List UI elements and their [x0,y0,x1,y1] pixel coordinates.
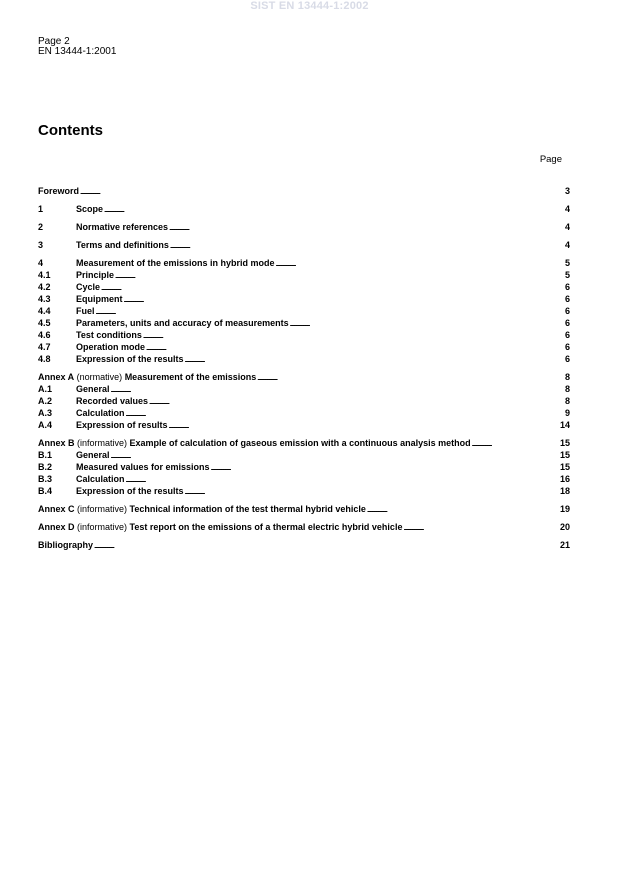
toc-entry-title [76,341,145,353]
toc-entry-title [38,371,256,383]
toc-entry-page: 6 [564,294,570,304]
toc-entry[interactable] [38,449,570,461]
toc-dot-leader [185,353,564,367]
toc-entry[interactable] [38,257,570,269]
toc-entry-label: Example of calculation of gaseous emission with a continuous analysis method [129,438,471,448]
toc-entry-prefix: Annex D [38,522,75,532]
toc-entry-page: 4 [564,222,570,232]
toc-entry[interactable] [38,239,570,251]
toc-entry-page: 6 [564,354,570,364]
toc-entry-page: 5 [564,270,570,280]
toc-dot-leader [169,221,564,235]
toc-entry-page: 15 [559,462,570,472]
toc-entry-page: 5 [564,258,570,268]
toc-dot-leader [169,419,559,433]
toc-entry-title [38,185,79,197]
toc-entry-number: A.1 [38,384,53,394]
toc-entry-number: 4.4 [38,306,51,316]
toc-entry[interactable] [38,221,570,233]
toc-entry-prefix: Foreword [38,186,80,196]
toc-entry-title [76,329,142,341]
toc-entry-label: Test report on the emissions of a thermal electric hybrid vehicle [129,522,403,532]
toc-entry-number: A.3 [38,408,53,418]
toc-entry-label: Expression of the results [76,486,184,496]
toc-entry-prefix: Annex A [38,372,75,382]
toc-entry-title [38,521,402,533]
toc-entry-title [76,419,168,431]
toc-entry-page: 6 [564,330,570,340]
toc-entry-title [38,437,471,449]
toc-entry-title [76,485,184,497]
table-of-contents [38,185,570,551]
toc-entry-page: 19 [559,504,570,514]
toc-entry-number: B.2 [38,462,53,472]
toc-entry-number: 4.5 [38,318,51,328]
toc-entry-title [38,539,93,551]
toc-entry-title [76,449,110,461]
toc-entry-number: 4.2 [38,282,51,292]
toc-entry[interactable] [38,437,570,449]
toc-entry-label: Parameters, units and accuracy of measurements [76,318,289,328]
toc-dot-leader [367,503,559,517]
toc-entry[interactable] [38,353,570,365]
toc-entry[interactable] [38,503,570,515]
toc-entry[interactable] [38,473,570,485]
toc-entry-page: 6 [564,282,570,292]
toc-entry[interactable] [38,419,570,431]
toc-entry-page: 4 [564,204,570,214]
page-header [38,37,116,57]
toc-entry-annex-kind: (normative) [74,372,125,382]
toc-entry-prefix: Annex C [38,504,75,514]
toc-entry-page: 14 [559,420,570,430]
toc-entry[interactable] [38,407,570,419]
toc-entry-title [38,503,366,515]
toc-entry[interactable] [38,371,570,383]
toc-entry[interactable] [38,341,570,353]
toc-entry-prefix: Bibliography [38,540,94,550]
toc-entry[interactable] [38,293,570,305]
toc-entry-page: 20 [559,522,570,532]
toc-entry-number: 4 [38,258,44,268]
toc-entry[interactable] [38,203,570,215]
toc-entry[interactable] [38,461,570,473]
toc-entry-title [76,239,169,251]
toc-entry-number: A.2 [38,396,53,406]
toc-entry-label: Scope [76,204,104,214]
toc-entry-label: Cycle [76,282,101,292]
toc-entry-page: 15 [559,450,570,460]
toc-entry-page: 18 [559,486,570,496]
toc-entry-label: General [76,384,110,394]
toc-entry[interactable] [38,521,570,533]
toc-entry-label: Measurement of the emissions in hybrid mode [76,258,275,268]
toc-entry-number: 1 [38,204,44,214]
toc-entry-number: B.1 [38,450,53,460]
toc-dot-leader [403,521,559,535]
toc-entry-title [76,473,125,485]
toc-dot-leader [170,239,564,253]
toc-entry-page: 8 [564,384,570,394]
toc-entry[interactable] [38,317,570,329]
page-number-label: Page 2 [38,36,70,47]
toc-entry-title [76,317,289,329]
toc-entry-number: 4.1 [38,270,51,280]
toc-entry[interactable] [38,185,570,197]
contents-title: Contents [38,122,103,139]
toc-entry-prefix: Annex B [38,438,75,448]
toc-entry-page: 9 [564,408,570,418]
toc-entry[interactable] [38,269,570,281]
toc-entry-annex-kind: (informative) [74,522,130,532]
toc-entry-page: 16 [559,474,570,484]
toc-entry-label: Test conditions [76,330,142,340]
toc-entry-label: Calculation [76,408,125,418]
toc-entry-title [76,353,184,365]
toc-entry-page: 6 [564,342,570,352]
toc-entry-page: 8 [564,372,570,382]
toc-entry-page: 21 [559,540,570,550]
toc-entry[interactable] [38,329,570,341]
toc-entry-label: Normative references [76,222,169,232]
toc-entry-page: 8 [564,396,570,406]
toc-entry-page: 3 [564,186,570,196]
toc-entry-title [76,383,110,395]
toc-entry-label: Expression of the results [76,354,184,364]
toc-entry-title [76,281,100,293]
toc-dot-leader [80,185,564,199]
toc-entry-title [76,305,95,317]
toc-entry[interactable] [38,395,570,407]
toc-entry-label: Technical information of the test thermal hybrid vehicle [129,504,366,514]
toc-entry-annex-kind: (informative) [74,438,130,448]
toc-entry-title [76,221,168,233]
toc-entry-number: A.4 [38,420,53,430]
watermark: SIST EN 13444-1:2002 [250,0,369,12]
toc-entry-number: B.4 [38,486,53,496]
toc-entry-label: General [76,450,110,460]
toc-entry-title [76,293,123,305]
toc-entry-annex-kind: (informative) [74,504,130,514]
toc-entry-page: 6 [564,306,570,316]
toc-entry[interactable] [38,281,570,293]
page-column-label: Page [539,154,562,165]
document-id: EN 13444-1:2001 [38,46,117,57]
toc-entry-title [76,269,114,281]
toc-entry-title [76,203,103,215]
toc-entry-label: Principle [76,270,115,280]
toc-entry-page: 4 [564,240,570,250]
toc-entry-label: Equipment [76,294,123,304]
toc-entry-label: Fuel [76,306,95,316]
toc-entry-number: 4.3 [38,294,51,304]
toc-entry-title [76,257,275,269]
toc-dot-leader [104,203,564,217]
toc-dot-leader [185,485,559,499]
toc-entry-title [76,407,125,419]
toc-entry-label: Expression of results [76,420,168,430]
toc-entry-label: Terms and definitions [76,240,169,250]
toc-entry-number: 3 [38,240,44,250]
toc-entry-label: Measured values for emissions [76,462,210,472]
toc-entry-number: 4.6 [38,330,51,340]
toc-entry-number: 2 [38,222,44,232]
toc-entry[interactable] [38,539,570,551]
toc-entry-title [76,461,210,473]
toc-entry-page: 15 [559,438,570,448]
toc-entry-number: B.3 [38,474,53,484]
toc-entry-label: Operation mode [76,342,146,352]
toc-entry-label: Measurement of the emissions [124,372,257,382]
toc-dot-leader [94,539,559,553]
toc-entry-label: Calculation [76,474,125,484]
toc-entry-label: Recorded values [76,396,149,406]
toc-entry-title [76,395,148,407]
toc-entry-number: 4.7 [38,342,51,352]
toc-entry-page: 6 [564,318,570,328]
toc-entry[interactable] [38,383,570,395]
toc-entry[interactable] [38,305,570,317]
toc-entry-number: 4.8 [38,354,51,364]
toc-entry[interactable] [38,485,570,497]
